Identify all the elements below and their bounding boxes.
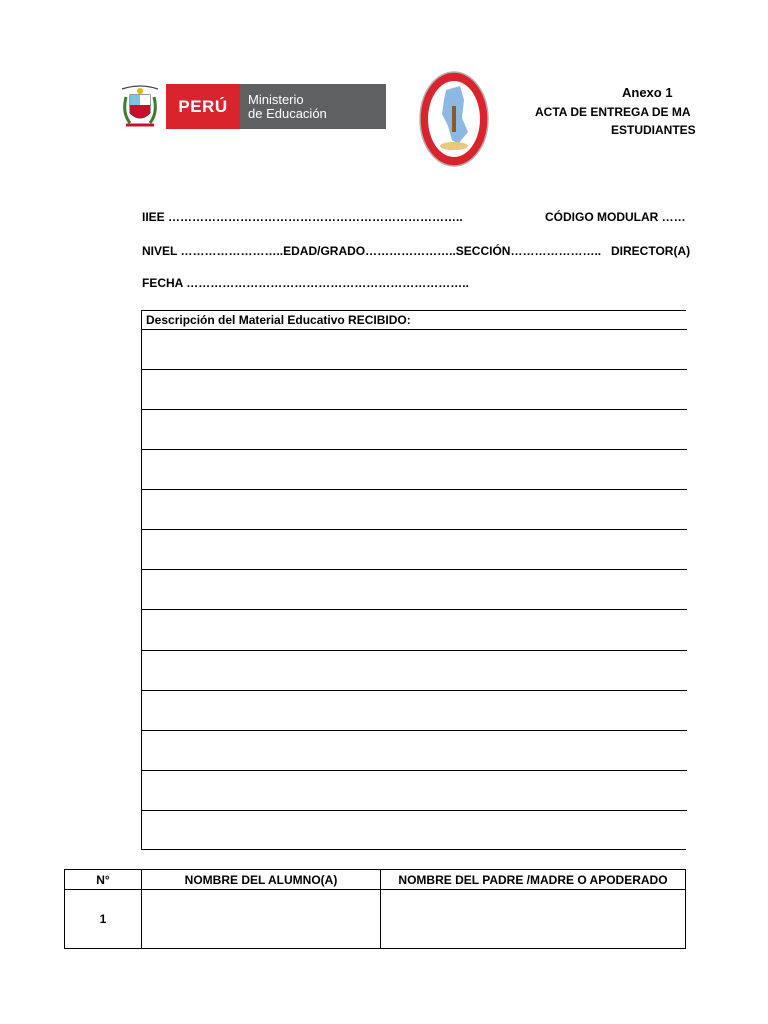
column-header-student: NOMBRE DEL ALUMNO(A) [141,869,381,890]
row-number-cell: 1 [64,889,142,949]
column-header-parent: NOMBRE DEL PADRE /MADRE O APODERADO [380,869,686,890]
description-row-line [142,569,687,570]
description-row-line [142,609,687,610]
codigo-modular-field: CÓDIGO MODULAR …… [545,210,686,224]
description-row-line [142,770,687,771]
description-row-line [142,810,687,811]
acta-title-line2: ESTUDIANTES [611,123,696,137]
parent-name-cell[interactable] [380,889,686,949]
description-row-line [142,409,687,410]
description-row-line [142,489,687,490]
iiee-field: IIEE ……………………………………………………………….. [142,210,463,224]
description-row-line [142,650,687,651]
director-field: DIRECTOR(A) [611,244,691,258]
material-description-table [141,310,686,850]
fecha-field: FECHA …………………………………………………………….. [142,276,469,290]
ministry-name-line1: Ministerio [248,92,304,107]
material-description-header: Descripción del Material Educativo RECIBIDO: [146,313,411,327]
student-name-cell[interactable] [141,889,381,949]
student-table [64,869,686,949]
description-row-line [142,730,687,731]
ministry-logo [116,83,388,130]
annex-label: Anexo 1 [622,85,673,100]
ministry-name [240,84,386,129]
nivel-grado-seccion-field: NIVEL ……………………..EDAD/GRADO…………………..SECCIÓN………………….. [142,244,602,258]
description-row-line [142,329,687,330]
description-row-line [142,690,687,691]
description-row-line [142,369,687,370]
description-row-line [142,449,687,450]
acta-title-line1: ACTA DE ENTREGA DE MA [535,105,691,119]
description-row-line [142,529,687,530]
ministry-country-label: PERÚ [166,84,240,129]
coat-of-arms-icon [116,83,164,130]
ministry-name-line2: de Educación [248,106,327,121]
column-header-number: N° [64,869,142,890]
regional-government-seal-icon [418,70,490,168]
